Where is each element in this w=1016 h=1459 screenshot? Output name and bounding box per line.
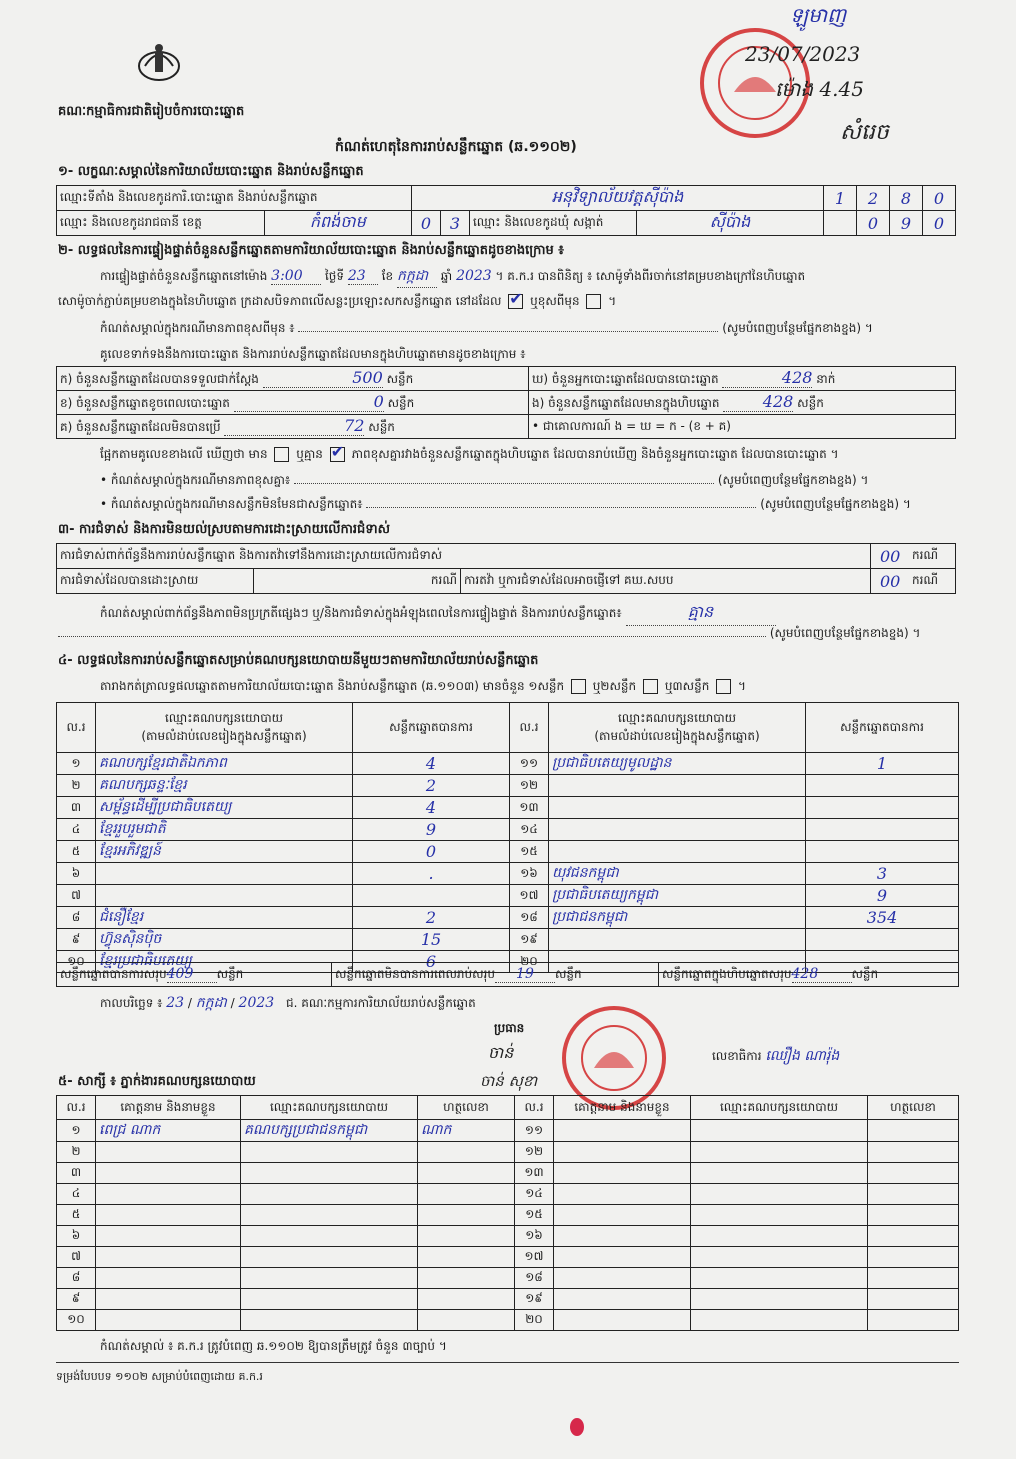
- section1-table: [56, 185, 956, 236]
- discrepancy-text-c: ភាពខុសគ្នារវាងចំនួនសន្លឹកឆ្នោតក្នុងហិបឆ្នោត ដែលបានរាប់ឃើញ និងចំនួនអ្នកបោះឆ្នោត ដែលបានបោះឆ្នោត ។: [351, 447, 839, 461]
- count-c-cell: [57, 415, 529, 439]
- section2-line4: គូលេខទាក់ទងនឹងការបោះឆ្នោត និងការរាប់សន្លឹកឆ្នោតដែលមានក្នុងហិបឆ្នោតមានដូចខាងក្រោម ៖: [100, 347, 526, 361]
- secretary-name: ឈឿង ណារ៉ុង: [765, 1048, 840, 1064]
- commune-digit-3: 0: [923, 211, 956, 236]
- province-label: ឈ្មោះ និងលេខកូដរាជធានី ខេត្ត: [57, 211, 265, 236]
- sheet-count-text-c: ឬ៣សន្លឹក: [664, 679, 710, 693]
- commune-digit-1: 0: [857, 211, 890, 236]
- discrepancy-no-checkbox[interactable]: [330, 442, 345, 462]
- signing-date-line: កាលបរិច្ឆេទ ៖ 23 / កក្កដា / 2023 ជ. គណៈកម្មការការិយាល័យរាប់សន្លឹកឆ្នោត: [100, 995, 476, 1011]
- witness-table: [56, 1095, 959, 1331]
- verify-month: កក្កដា: [397, 266, 437, 288]
- one-sheet-checkbox[interactable]: [571, 679, 586, 694]
- province-digit-1: 0: [412, 211, 441, 236]
- discrepancy-text-a: ផ្អែកតាមគូលេខខាងលើ ឃើញថា មាន: [100, 447, 268, 461]
- discrepancy-line: [100, 442, 839, 464]
- line1-text-a: ការផ្ទៀងផ្ទាត់ចំនួនសន្លឹកឆ្នោតនៅម៉ោង: [100, 269, 268, 283]
- line3-fill-note: (សូមបំពេញបន្ថែមផ្នែកខាងខ្នង) ។: [722, 321, 873, 335]
- totals-table: [56, 962, 959, 987]
- section2-line2: សោម៉ូចាក់ភ្ជាប់គម្របខាងក្នុងនៃហិបឆ្នោត ក្រដាសបិទភាពលើសន្លះប្រឡោះសកសន្លឹកឆ្នោត នៅដដែល ✔ ឬខុសពីមុន ។: [58, 289, 617, 308]
- code-digit-2: 2: [857, 186, 890, 211]
- check-mark-icon: ✔: [330, 442, 345, 461]
- table-row: ៧ ១៧ ប្រជាធិបតេយ្យកម្ពុជា 9: [57, 885, 959, 907]
- chair-name: ចាន់ សុខា: [480, 1072, 538, 1090]
- table-row: ៥ ១៥: [57, 1205, 959, 1226]
- table-row: ២ ១២: [57, 1142, 959, 1163]
- table-row: ៣ ១៣: [57, 1163, 959, 1184]
- table-row: ៦ ១៦: [57, 1226, 959, 1247]
- section4-title: ៤- លទ្ធផលនៃការរាប់សន្លឹកឆ្នោតសម្រាប់គណបក្សនយោបាយនីមួយៗតាមការិយាល័យរាប់សន្លឹកឆ្នោត: [58, 653, 539, 668]
- verify-time: 3:00: [271, 268, 321, 285]
- line1-text-b: ថ្ងៃទី: [325, 269, 345, 283]
- line2-text-b: ឬខុសពីមុន: [530, 294, 580, 308]
- count-c-label: គ) ចំនួនសន្លឹកឆ្នោតដែលមិនបានប្រើ: [60, 420, 221, 434]
- count-d-cell: [529, 367, 956, 391]
- commune-label: ឈ្មោះ និងលេខកូដឃុំ សង្កាត់: [470, 211, 637, 236]
- unchanged-checkbox[interactable]: [508, 289, 523, 309]
- signature-top: សំរេច: [840, 120, 889, 145]
- party-rows: [57, 753, 959, 973]
- section1-title: ១- លក្ខណៈសម្គាល់នៃការិយាល័យបោះឆ្នោត និងរាប់សន្លឹកឆ្នោត: [58, 164, 364, 179]
- invalid-total-value: 19: [495, 966, 555, 983]
- committee-name: គណៈកម្មាធិការជាតិរៀបចំការបោះឆ្នោត: [58, 104, 245, 119]
- table-row: ៧ ១៧: [57, 1247, 959, 1268]
- signing-date-day: 23: [166, 995, 185, 1011]
- code-digit-1: 1: [824, 186, 857, 211]
- count-d-label: ឃ) ចំនួនអ្នកបោះឆ្នោតដែលបានបោះឆ្នោត: [532, 372, 719, 386]
- note-nonballot-label: • កំណត់សម្គាល់ក្នុងករណីមានសន្លឹកមិនមែនជាសន្លឹកឆ្នោត៖: [100, 497, 363, 511]
- section2-title: ២- លទ្ធផលនៃការផ្ទៀងផ្ទាត់ចំនួនសន្លឹកឆ្នោតតាមការិយាល័យបោះឆ្នោត និងរាប់សន្លឹកឆ្នោតដូចខាងក្រោម ៖: [58, 243, 564, 258]
- note-nonballot-line: [100, 496, 911, 514]
- table-row: ២ គណបក្សឆន្ទៈខ្មែរ 2 ១២: [57, 775, 959, 797]
- section3-title: ៣- ការជំទាស់ និងការមិនយល់ស្របតាមការដោះស្រាយលើការជំទាស់: [58, 522, 390, 537]
- table-row: ៨ ១៨: [57, 1268, 959, 1289]
- count-e-unit: សន្លឹក: [797, 396, 824, 410]
- verify-year: 2023: [456, 268, 492, 284]
- table-row: ៦ . ១៦ យុវជនកម្ពុជា 3: [57, 863, 959, 885]
- counts-table: [56, 366, 956, 439]
- witness-col-name-left: គោត្តនាម និងនាមខ្លួន: [96, 1096, 241, 1120]
- forwarded-unit: ករណី: [909, 569, 956, 594]
- party-results-table: [56, 702, 959, 973]
- code-digit-4: 0: [923, 186, 956, 211]
- line2-text-a: សោម៉ូចាក់ភ្ជាប់គម្របខាងក្នុងនៃហិបឆ្នោត ក្រដាសបិទភាពលើសន្លះប្រឡោះសកសន្លឹកឆ្នោត នៅដដែល: [58, 294, 502, 308]
- signing-date-month: កក្កដា: [195, 995, 227, 1011]
- irregularity-note-label: កំណត់សម្គាល់ពាក់ព័ន្ធនឹងភាពមិនប្រក្រតីផ្សេងៗ ឬ/និងការជំទាស់ក្នុងអំឡុងពេលនៃការផ្ទៀងផ្ទាត់ និងការរាប់សន្លឹកឆ្នោត៖: [100, 606, 622, 620]
- commune-digit-2: 9: [890, 211, 923, 236]
- irregularity-note-line: [100, 601, 776, 626]
- invalid-total-cell: សន្លឹកឆ្នោតមិនបានការពេលរាប់សរុប 19 សន្លឹក: [332, 963, 659, 987]
- count-e-value: 428: [723, 392, 793, 412]
- formula-cell: • ជាគោលការណ៍ ង = ឃ = ក - (ខ + គ): [529, 415, 956, 439]
- line1-text-c: ខែ: [381, 269, 394, 283]
- signing-date-label: កាលបរិច្ឆេទ ៖: [100, 996, 163, 1010]
- count-d-unit: នាក់: [816, 372, 836, 386]
- section4-subtitle: តារាងកត់ត្រាលទ្ធផលឆ្នោតតាមការិយាល័យបោះឆ្នោត និងរាប់សន្លឹកឆ្នោត (ឆ.១១០៣) មានចំនួន ១សន្លឹក ឬ២សន្លឹក ឬ៣សន្លឹក ។: [100, 679, 746, 693]
- red-ink-mark: [570, 1418, 584, 1436]
- irregularity-note-value: គ្មាន: [626, 601, 776, 626]
- three-sheet-checkbox[interactable]: [716, 679, 731, 694]
- form-title: កំណត់ហេតុនៃការរាប់សន្លឹកឆ្នោត (ឆ.១១០២): [335, 139, 577, 155]
- table-row: ៥ ខ្មែរអភិវឌ្ឍន៍ 0 ១៥: [57, 841, 959, 863]
- table-row: ៨ ជំនឿខ្មែរ 2 ១៨ ប្រជាជនកម្ពុជា 354: [57, 907, 959, 929]
- count-e-cell: [529, 391, 956, 415]
- discrepancy-yes-checkbox[interactable]: [274, 447, 289, 462]
- table-row: ១ គណបក្សខ្មែរជាតិឯកភាព 4 ១១ ប្រជាធិបតេយ្យមូលដ្ឋាន 1: [57, 753, 959, 775]
- col-party-left: ឈ្មោះគណបក្សនយោបាយ (តាមលំដាប់លេខរៀងក្នុងសន្លឹកឆ្នោត): [96, 703, 353, 753]
- count-a-cell: [57, 367, 529, 391]
- count-b-unit: សន្លឹក: [387, 396, 415, 410]
- valid-total-cell: សន្លឹកឆ្នោតបានការសរុប409 សន្លឹក: [57, 963, 332, 987]
- location-label: ឈ្មោះទីតាំង និងលេខកូដការិ.បោះឆ្នោត និងរាប់សន្លឹកឆ្នោត: [57, 186, 412, 211]
- witness-col-party-left: ឈ្មោះគណបក្សនយោបាយ: [241, 1096, 418, 1120]
- count-e-label: ង) ចំនួនសន្លឹកឆ្នោតដែលមានក្នុងហិបឆ្នោត: [532, 396, 720, 410]
- witness-col-party-right: ឈ្មោះគណបក្សនយោបាយ: [691, 1096, 868, 1120]
- col-no-right: ល.រ: [510, 703, 549, 753]
- verify-day: 23: [348, 268, 378, 285]
- secretary-label: លេខាធិការ: [712, 1049, 762, 1063]
- count-c-value: 72: [224, 416, 364, 436]
- sheet-count-text-a: តារាងកត់ត្រាលទ្ធផលឆ្នោតតាមការិយាល័យបោះឆ្នោត និងរាប់សន្លឹកឆ្នោត (ឆ.១១០៣) មានចំនួន ១សន្លឹក: [100, 679, 565, 693]
- table-row: ៤ ខ្មែររួបរួមជាតិ 9 ១៤: [57, 819, 959, 841]
- count-b-label: ខ) ចំនួនសន្លឹកឆ្នោតខូចពេលបោះឆ្នោត: [60, 396, 230, 410]
- note-discrepancy-fill: (សូមបំពេញបន្ថែមផ្នែកខាងខ្នង) ។: [717, 473, 869, 487]
- secretary-line: [712, 1046, 839, 1067]
- commune-name: ស៊ីប៉ាង: [637, 211, 824, 236]
- signing-date-year: 2023: [238, 995, 275, 1011]
- discrepancy-text-b: ឬគ្មាន: [296, 447, 323, 461]
- note-nonballot-fill: (សូមបំពេញបន្ថែមផ្នែកខាងខ្នង) ។: [760, 497, 911, 511]
- box-total-cell: សន្លឹកឆ្នោតក្នុងហិបឆ្នោតសរុប428 សន្លឹក: [659, 963, 959, 987]
- forwarded-label: ការតវ៉ា ឬការជំទាស់ដែលអាចផ្ញើទៅ គឃ.សបប: [461, 569, 871, 594]
- date-top: 23/07/2023: [745, 42, 861, 66]
- time-top: ម៉ោង 4.45: [775, 77, 864, 101]
- province-digit-2: 3: [441, 211, 470, 236]
- resolved-label: ការជំទាស់ដែលបានដោះស្រាយ: [57, 569, 254, 594]
- witness-col-name-right: គោត្តនាម និងនាមខ្លួន: [554, 1096, 691, 1120]
- irregularity-note-line2: [58, 625, 920, 643]
- irregularity-fill-note: (សូមបំពេញបន្ថែមផ្នែកខាងខ្នង) ។: [769, 626, 921, 640]
- section2-line1: [100, 266, 960, 288]
- count-d-value: 428: [722, 368, 812, 388]
- box-total-value: 428: [792, 966, 852, 983]
- two-sheet-checkbox[interactable]: [643, 679, 658, 694]
- handwritten-top-note: ឡូមាញ: [790, 3, 847, 27]
- committee-sign-label: ជ. គណៈកម្មការការិយាល័យរាប់សន្លឹកឆ្នោត: [286, 996, 476, 1010]
- count-a-label: ក) ចំនួនសន្លឹកឆ្នោតដែលបានទទួលជាក់ស្តែង: [60, 372, 259, 386]
- line3-text: កំណត់សម្គាល់ក្នុងករណីមានភាពខុសពីមុន ៖: [100, 321, 295, 335]
- footer-divider: [56, 1362, 959, 1363]
- table-row: ១ ពេជ្រ ណាក គណបក្សប្រជាជនកម្ពុជា ណាក ១១: [57, 1120, 959, 1142]
- location-name: អនុវិទ្យាល័យវត្តស៊ីប៉ាង: [412, 186, 824, 211]
- chair-signature: ចាន់: [488, 1043, 514, 1062]
- forwarded-value: 00: [871, 569, 909, 594]
- valid-total-value: 409: [167, 966, 217, 983]
- section2-line3: [100, 320, 955, 338]
- objections-unit: ករណី: [909, 544, 956, 569]
- province-name: កំពង់ចាម: [264, 211, 411, 236]
- witness-col-no-right: ល.រ: [515, 1096, 554, 1120]
- witness-col-sign-left: ហត្ថលេខា: [418, 1096, 515, 1120]
- table-row: ៩ ហ៊្វុនស៊ិនប៉ិច 15 ១៩: [57, 929, 959, 951]
- objections-value: 00: [871, 544, 909, 569]
- count-c-unit: សន្លឹក: [368, 420, 395, 434]
- count-a-unit: សន្លឹក: [386, 372, 414, 386]
- line1-text-e: ។ គ.ក.រ បានពិនិត្យ ៖ សោម៉ូទាំងពីរចាក់នៅគម្របខាងក្រៅនៃហិបឆ្នោត: [495, 269, 806, 283]
- witness-col-no-left: ល.រ: [57, 1096, 96, 1120]
- check-mark-icon: ✔: [509, 289, 523, 308]
- section5-title: ៥- សាក្សី ៖ ភ្នាក់ងារគណបក្សនយោបាយ: [58, 1074, 256, 1089]
- nec-emblem: [135, 38, 183, 86]
- count-b-cell: [57, 391, 529, 415]
- count-a-value: 500: [263, 368, 383, 388]
- table-row: ៩ ១៩: [57, 1289, 959, 1310]
- objections-label: ការជំទាស់ពាក់ព័ន្ធនឹងការរាប់សន្លឹកឆ្នោត និងការតវ៉ាទៅនឹងការដោះស្រាយលើការជំទាស់: [57, 544, 871, 569]
- table-row: ៣ សម្ព័ន្ធដើម្បីប្រជាធិបតេយ្យ 4 ១៣: [57, 797, 959, 819]
- col-party-right: ឈ្មោះគណបក្សនយោបាយ (តាមលំដាប់លេខរៀងក្នុងសន្លឹកឆ្នោត): [549, 703, 806, 753]
- form-note: ទម្រង់បែបបទ ១១០២ សម្រាប់បំពេញដោយ គ.ក.រ: [56, 1370, 263, 1383]
- note-discrepancy-line: [100, 472, 868, 490]
- table-row: ១០ ខ្មែរប្រជាធិបតេយ្យ 6 ២០: [57, 951, 959, 973]
- table-row: ៤ ១៤: [57, 1184, 959, 1205]
- count-b-value: 0: [234, 392, 384, 412]
- col-votes-left: សន្លឹកឆ្នោតបានការ: [353, 703, 510, 753]
- changed-checkbox[interactable]: [586, 294, 601, 309]
- line1-text-d: ឆ្នាំ: [440, 269, 453, 283]
- resolved-unit: ករណី: [254, 569, 461, 594]
- col-votes-right: សន្លឹកឆ្នោតបានការ: [806, 703, 959, 753]
- witness-col-sign-right: ហត្ថលេខា: [868, 1096, 959, 1120]
- footnote: កំណត់សម្គាល់ ៖ គ.ក.រ ត្រូវបំពេញ ឆ.១១០២ ឱ្យបានត្រឹមត្រូវ ចំនួន ៣ច្បាប់ ។: [100, 1339, 447, 1353]
- code-digit-3: 8: [890, 186, 923, 211]
- table-row: ១០ ២០: [57, 1310, 959, 1331]
- objections-table: [56, 543, 956, 594]
- note-discrepancy-label: • កំណត់សម្គាល់ក្នុងករណីមានភាពខុសគ្នា៖: [100, 473, 291, 487]
- sheet-count-text-b: ឬ២សន្លឹក: [592, 679, 637, 693]
- col-no-left: ល.រ: [57, 703, 96, 753]
- chair-label: ប្រធាន: [494, 1021, 525, 1035]
